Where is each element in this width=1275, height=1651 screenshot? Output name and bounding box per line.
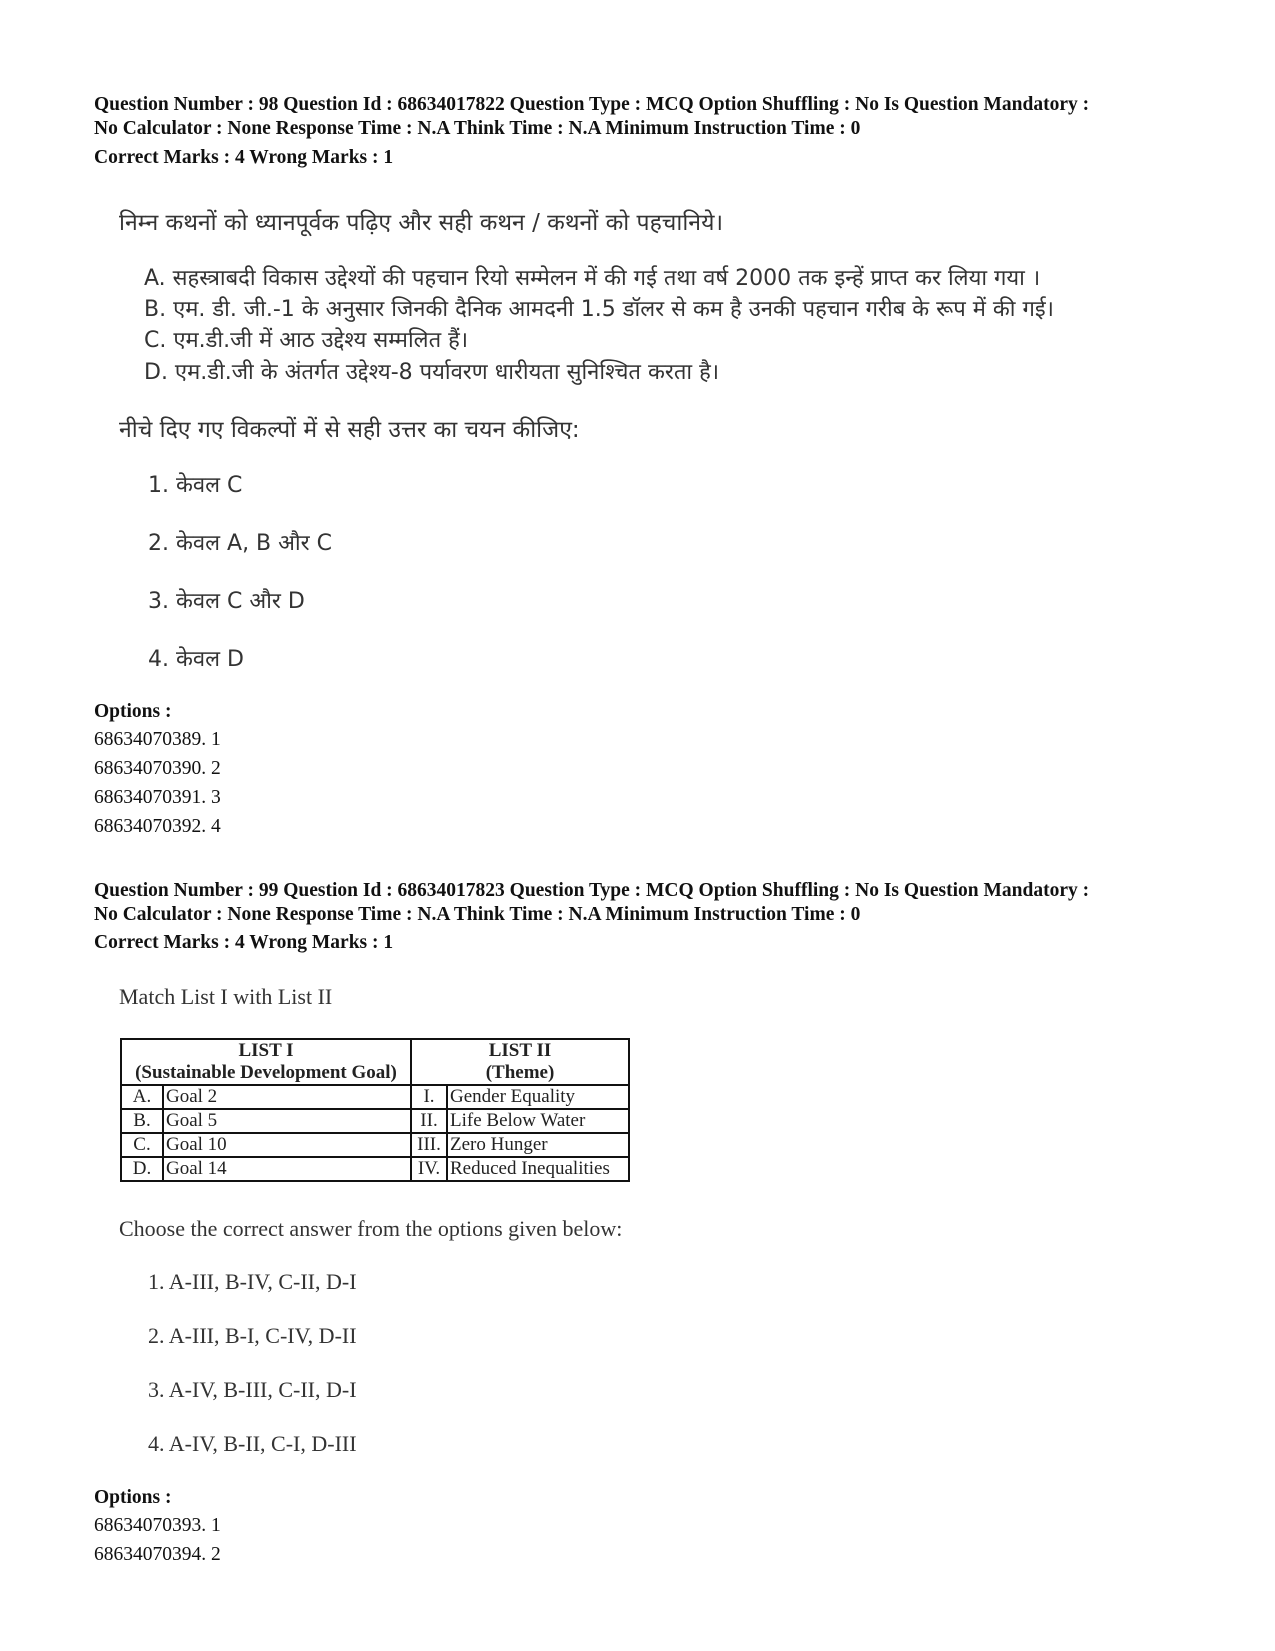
statement-d: D. एम.डी.जी के अंतर्गत उद्देश्य-8 पर्यावरण धारीयता सुनिश्चित करता है।: [144, 360, 720, 385]
table-header-row: [121, 1039, 629, 1085]
list-i-title: LIST I: [238, 1040, 294, 1061]
statement-c: C. एम.डी.जी में आठ उद्देश्य सम्मलित हैं।: [144, 328, 469, 353]
row-roman: II.: [411, 1109, 447, 1133]
choice-1: 1. A-III, B-IV, C-II, D-I: [148, 1269, 357, 1294]
question-meta-line1: Question Number : 99 Question Id : 68634017823 Question Type : MCQ Option Shuffling : No Is Question Mandatory :: [94, 880, 1090, 901]
row-goal: Goal 14: [163, 1157, 411, 1181]
row-roman: IV.: [411, 1157, 447, 1181]
option-id-3: 68634070391. 3: [94, 787, 221, 808]
row-theme: Zero Hunger: [447, 1133, 629, 1157]
question-meta-line2: No Calculator : None Response Time : N.A Think Time : N.A Minimum Instruction Time : 0: [94, 118, 861, 139]
table-row: [121, 1133, 629, 1157]
question-prompt: Match List I with List II: [119, 984, 333, 1009]
row-goal: Goal 2: [163, 1085, 411, 1109]
row-letter: B.: [121, 1109, 163, 1133]
list-ii-header: [411, 1039, 629, 1085]
choice-4: 4. A-IV, B-II, C-I, D-III: [148, 1431, 357, 1456]
list-ii-title: LIST II: [488, 1040, 552, 1061]
row-goal: Goal 10: [163, 1133, 411, 1157]
list-i-header: [121, 1039, 411, 1085]
table-row: [121, 1109, 629, 1133]
row-letter: A.: [121, 1085, 163, 1109]
question-prompt: निम्न कथनों को ध्यानपूर्वक पढ़िए और सही कथन / कथनों को पहचानिये।: [119, 210, 724, 236]
question-marks: Correct Marks : 4 Wrong Marks : 1: [94, 147, 394, 168]
option-id-2: 68634070390. 2: [94, 758, 221, 779]
row-roman: III.: [411, 1133, 447, 1157]
option-id-1: 68634070393. 1: [94, 1515, 221, 1536]
question-meta-line2: No Calculator : None Response Time : N.A Think Time : N.A Minimum Instruction Time : 0: [94, 904, 861, 925]
option-id-1: 68634070389. 1: [94, 729, 221, 750]
question-marks: Correct Marks : 4 Wrong Marks : 1: [94, 932, 394, 953]
option-id-2: 68634070394. 2: [94, 1544, 221, 1565]
list-ii-subtitle: (Theme): [485, 1062, 555, 1083]
row-goal: Goal 5: [163, 1109, 411, 1133]
row-theme: Life Below Water: [447, 1109, 629, 1133]
table-row: [121, 1085, 629, 1109]
options-heading: Options :: [94, 1487, 172, 1508]
choice-3: 3. A-IV, B-III, C-II, D-I: [148, 1377, 357, 1402]
row-theme: Gender Equality: [447, 1085, 629, 1109]
table-row: [121, 1157, 629, 1181]
statement-b: B. एम. डी. जी.-1 के अनुसार जिनकी दैनिक आमदनी 1.5 डॉलर से कम है उनकी पहचान गरीब के रूप में की गई।: [144, 297, 1054, 322]
option-id-4: 68634070392. 4: [94, 816, 221, 837]
options-heading: Options :: [94, 701, 172, 722]
question-instruction: Choose the correct answer from the options given below:: [119, 1216, 623, 1241]
choice-4: 4. केवल D: [148, 647, 244, 672]
statement-a: A. सहस्त्राबदी विकास उद्देश्यों की पहचान रियो सम्मेलन में की गई तथा वर्ष 2000 तक इन्हें प्राप्त कर लिया गया ।: [144, 266, 1041, 291]
match-table: [120, 1038, 630, 1182]
choice-3: 3. केवल C और D: [148, 589, 305, 614]
list-i-subtitle: (Sustainable Development Goal): [135, 1062, 397, 1083]
choice-1: 1. केवल C: [148, 473, 243, 498]
choice-2: 2. केवल A, B और C: [148, 531, 333, 556]
question-meta-line1: Question Number : 98 Question Id : 68634017822 Question Type : MCQ Option Shuffling : No Is Question Mandatory :: [94, 94, 1090, 115]
row-roman: I.: [411, 1085, 447, 1109]
choice-2: 2. A-III, B-I, C-IV, D-II: [148, 1323, 357, 1348]
row-letter: C.: [121, 1133, 163, 1157]
row-letter: D.: [121, 1157, 163, 1181]
row-theme: Reduced Inequalities: [447, 1157, 629, 1181]
question-instruction: नीचे दिए गए विकल्पों में से सही उत्तर का चयन कीजिए:: [119, 417, 580, 443]
